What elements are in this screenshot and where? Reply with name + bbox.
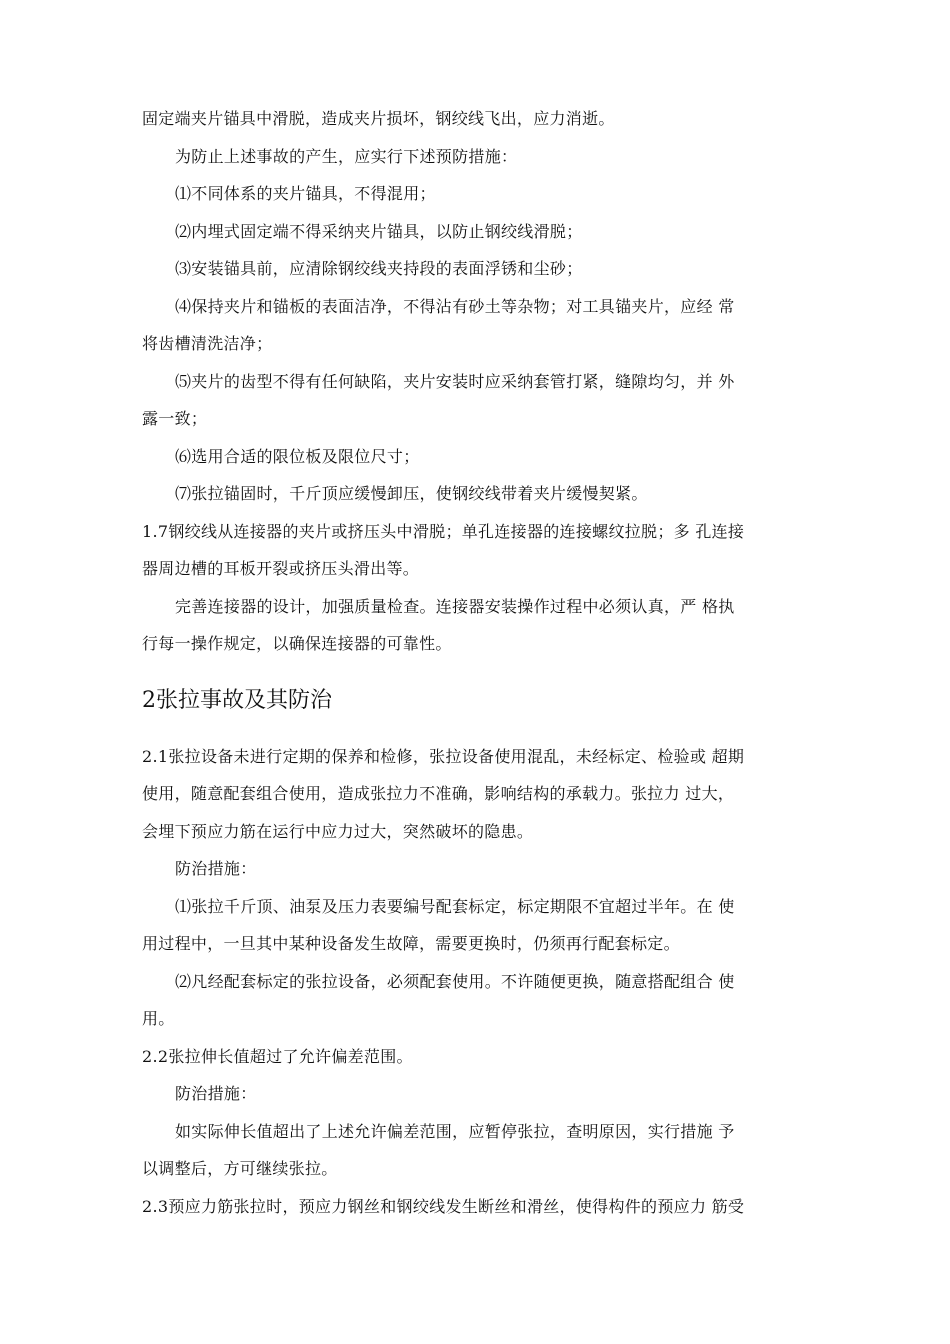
text-line: 为防止上述事故的产生，应实行下述预防措施：	[175, 146, 518, 166]
text-line: 用过程中，一旦其中某种设备发生故障，需要更换时，仍须再行配套标定。	[142, 934, 680, 953]
text-line: 露一致；	[142, 409, 208, 428]
text-line: 防治措施：	[175, 1084, 257, 1103]
list-item: ⑺张拉锚固时，千斤顶应缓慢卸压，使钢绞线带着夹片缓慢契紧。	[175, 484, 648, 503]
list-item: ⑴不同体系的夹片锚具，不得混用；	[175, 184, 436, 203]
section-heading: 2张拉事故及其防治	[142, 687, 332, 713]
list-item: ⑶安装锚具前，应清除钢绞线夹持段的表面浮锈和尘砂；	[175, 259, 583, 278]
text-line: 如实际伸长值超出了上述允许偏差范围，应暂停张拉，查明原因，实行措施 予	[175, 1121, 735, 1141]
text-line: 完善连接器的设计，加强质量检查。连接器安装操作过程中必须认真，严 格执	[175, 596, 735, 616]
text-line: 2.2张拉伸长值超过了允许偏差范围。	[142, 1046, 413, 1066]
list-item: ⑹选用合适的限位板及限位尺寸；	[175, 446, 420, 466]
text-line: 1.7钢绞线从连接器的夹片或挤压头中滑脱；单孔连接器的连接螺纹拉脱；多 孔连接	[142, 521, 745, 541]
text-line: 以调整后，方可继续张拉。	[142, 1159, 338, 1178]
text-line: 器周边槽的耳板开裂或挤压头滑出等。	[142, 559, 420, 578]
text-line: 2.1张拉设备未进行定期的保养和检修，张拉设备使用混乱，未经标定、检验或 超期	[142, 746, 745, 766]
list-item: ⑴张拉千斤顶、油泵及压力表要编号配套标定，标定期限不宜超过半年。在 使	[175, 896, 735, 916]
text-line: 防治措施：	[175, 859, 257, 878]
text-line: 会埋下预应力筋在运行中应力过大，突然破坏的隐患。	[142, 821, 534, 841]
list-item: ⑵内埋式固定端不得采纳夹片锚具，以防止钢绞线滑脱；	[175, 221, 583, 241]
text-line: 固定端夹片锚具中滑脱，造成夹片损坏，钢绞线飞出，应力消逝。	[142, 109, 615, 128]
text-line: 使用，随意配套组合使用，造成张拉力不准确，影响结构的承载力。张拉力 过大，	[142, 784, 735, 803]
list-item: ⑵凡经配套标定的张拉设备，必须配套使用。不许随便更换，随意搭配组合 使	[175, 971, 735, 991]
document-page	[142, 100, 816, 1225]
text-line: 2.3预应力筋张拉时，预应力钢丝和钢绞线发生断丝和滑丝，使得构件的预应力 筋受	[142, 1196, 745, 1216]
text-line: 用。	[142, 1009, 175, 1028]
text-line: 行每一操作规定，以确保连接器的可靠性。	[142, 634, 452, 653]
list-item: ⑸夹片的齿型不得有任何缺陷，夹片安装时应采纳套管打紧，缝隙均匀，并 外	[175, 371, 735, 391]
text-line: 将齿槽清洗洁净；	[142, 334, 273, 353]
list-item: ⑷保持夹片和锚板的表面洁净，不得沾有砂土等杂物；对工具锚夹片，应经 常	[175, 296, 735, 316]
